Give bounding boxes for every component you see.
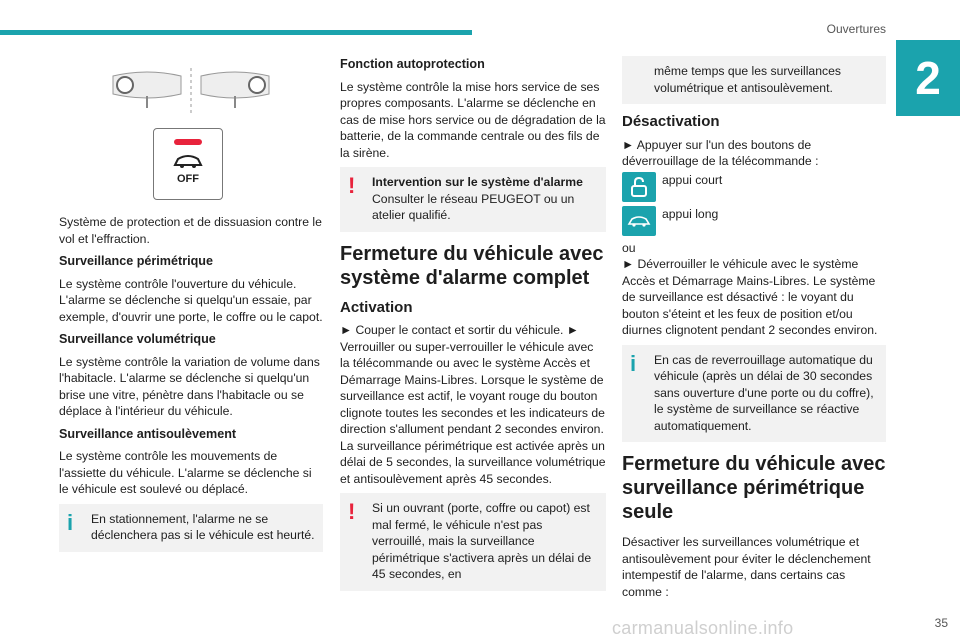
- warning-open-text: Si un ouvrant (porte, coffre ou capot) est mal fermé, le véhicule n'est pas verrouillé, mais la surveillance périmétrique s'activera après un délai de 45 secondes, en: [372, 501, 592, 581]
- deactivation-text-2: ► Déverrouiller le véhicule avec le système Accès et Démarrage Mains-Libres. Le système de surveillance est désactivé : le voyant du bouton s'éteint et les feux de position et/ou diurnes clignotent pendant 2 secondes environ.: [622, 257, 878, 337]
- column-left: [59, 56, 323, 562]
- chapter-tab: 2: [896, 40, 960, 116]
- red-indicator-light: [174, 139, 202, 145]
- warning-text: Consulter le réseau PEUGEOT ou un atelier qualifié.: [372, 191, 575, 222]
- self-protection-text: Le système contrôle la mise hors service de ses propres composants. L'alarme se déclenche en cas de mise hors service ou de dégradation de la batterie, de la commande centrale ou des fils de la sirène.: [340, 79, 606, 160]
- heading-full-alarm: Fermeture du véhicule avec système d'alarme complet: [340, 242, 604, 289]
- perimeter-text: Le système contrôle l'ouverture du véhicule. L'alarme se déclenche si quelqu'un essaie, par exemple, d'ouvrir une porte, le coffre ou le capot.: [59, 276, 323, 324]
- info-box-relock: [622, 345, 886, 443]
- unlock-icon: [622, 172, 656, 202]
- heading-deactivation: Désactivation: [622, 113, 720, 130]
- car-alarm-icon: [172, 153, 204, 169]
- off-label: OFF: [177, 173, 199, 185]
- or-text: ou: [622, 240, 636, 255]
- warning-box: [340, 167, 606, 232]
- page-number: 35: [934, 616, 948, 630]
- sensor-icon: [59, 56, 323, 126]
- car-unlock-icon: [622, 206, 656, 236]
- info-icon: i: [67, 509, 74, 535]
- volumetric-text: Le système contrôle la variation de volume dans l'habitacle. L'alarme se déclenche si quelqu'un brise une vitre, pénètre dans l'habitacle ou se déplace à l'intérieur du véhicule.: [59, 354, 320, 418]
- heading-anti-lift: Surveillance antisoulèvement: [59, 426, 237, 441]
- warning-icon: !: [348, 173, 356, 198]
- warning-icon: !: [348, 499, 356, 524]
- key-long-press: [622, 206, 886, 236]
- warning-continued-text: même temps que les surveillances volumétrique et antisoulèvement.: [654, 64, 841, 95]
- alarm-off-button: [153, 128, 223, 200]
- info-text: En stationnement, l'alarme ne se déclenchera pas si le véhicule est heurté.: [91, 511, 315, 542]
- info-relock-text: En cas de reverrouillage automatique du véhicule (après un délai de 30 secondes sans ouverture d'une porte ou du coffre), le système de surveillance se réactive automatiquement.: [654, 352, 874, 433]
- heading-self-protection: Fonction autoprotection: [340, 57, 485, 71]
- activation-text: ► Couper le contact et sortir du véhicule. ► Verrouiller ou super-verrouiller le véhicule avec la télécommande ou avec le système Accès et Démarrage Mains-Libres. Lorsque le système de surveillance est actif, le voyant rouge du bouton clignote toutes les secondes et les indicateurs de direction s'allument pendant 2 secondes environ. La surveillance périmétrique est activée après un délai de 5 secondes, la surveillance volumétrique et antisoulèvement après 45 secondes.: [340, 323, 606, 486]
- watermark: carmanualsonline.info: [612, 618, 794, 638]
- info-icon: i: [630, 350, 637, 376]
- section-title: Ouvertures: [826, 22, 886, 36]
- intro-text: Système de protection et de dissuasion contre le vol et l'effraction.: [59, 215, 322, 246]
- heading-perimeter-only: Fermeture du véhicule avec surveillance périmétrique seule: [622, 453, 886, 523]
- warning-title: Intervention sur le système d'alarme: [372, 175, 583, 189]
- deactivation-text: ► Appuyer sur l'un des boutons de déverrouillage de la télécommande :: [622, 137, 819, 168]
- key-short-press: [622, 172, 886, 202]
- column-middle: [340, 56, 606, 601]
- info-box: [59, 504, 323, 552]
- perimeter-only-text: Désactiver les surveillances volumétrique et antisoulèvement pour éviter le déclenchement intempestif de l'alarme, dans certains cas comme :: [622, 535, 871, 599]
- column-right: [622, 56, 886, 606]
- header-accent-bar: [0, 30, 472, 35]
- anti-lift-text: Le système contrôle les mouvements de l'assiette du véhicule. L'alarme se déclenche si le véhicule est soulevé ou déplacé.: [59, 449, 312, 496]
- heading-volumetric: Surveillance volumétrique: [59, 332, 216, 346]
- heading-perimeter: Surveillance périmétrique: [59, 254, 213, 268]
- warning-box-open: [340, 493, 606, 591]
- warning-box-continued: [622, 56, 886, 104]
- key-long-label: appui long: [662, 207, 719, 222]
- heading-activation: Activation: [340, 298, 413, 316]
- key-short-label: appui court: [662, 173, 723, 188]
- alarm-illustration: [59, 56, 323, 206]
